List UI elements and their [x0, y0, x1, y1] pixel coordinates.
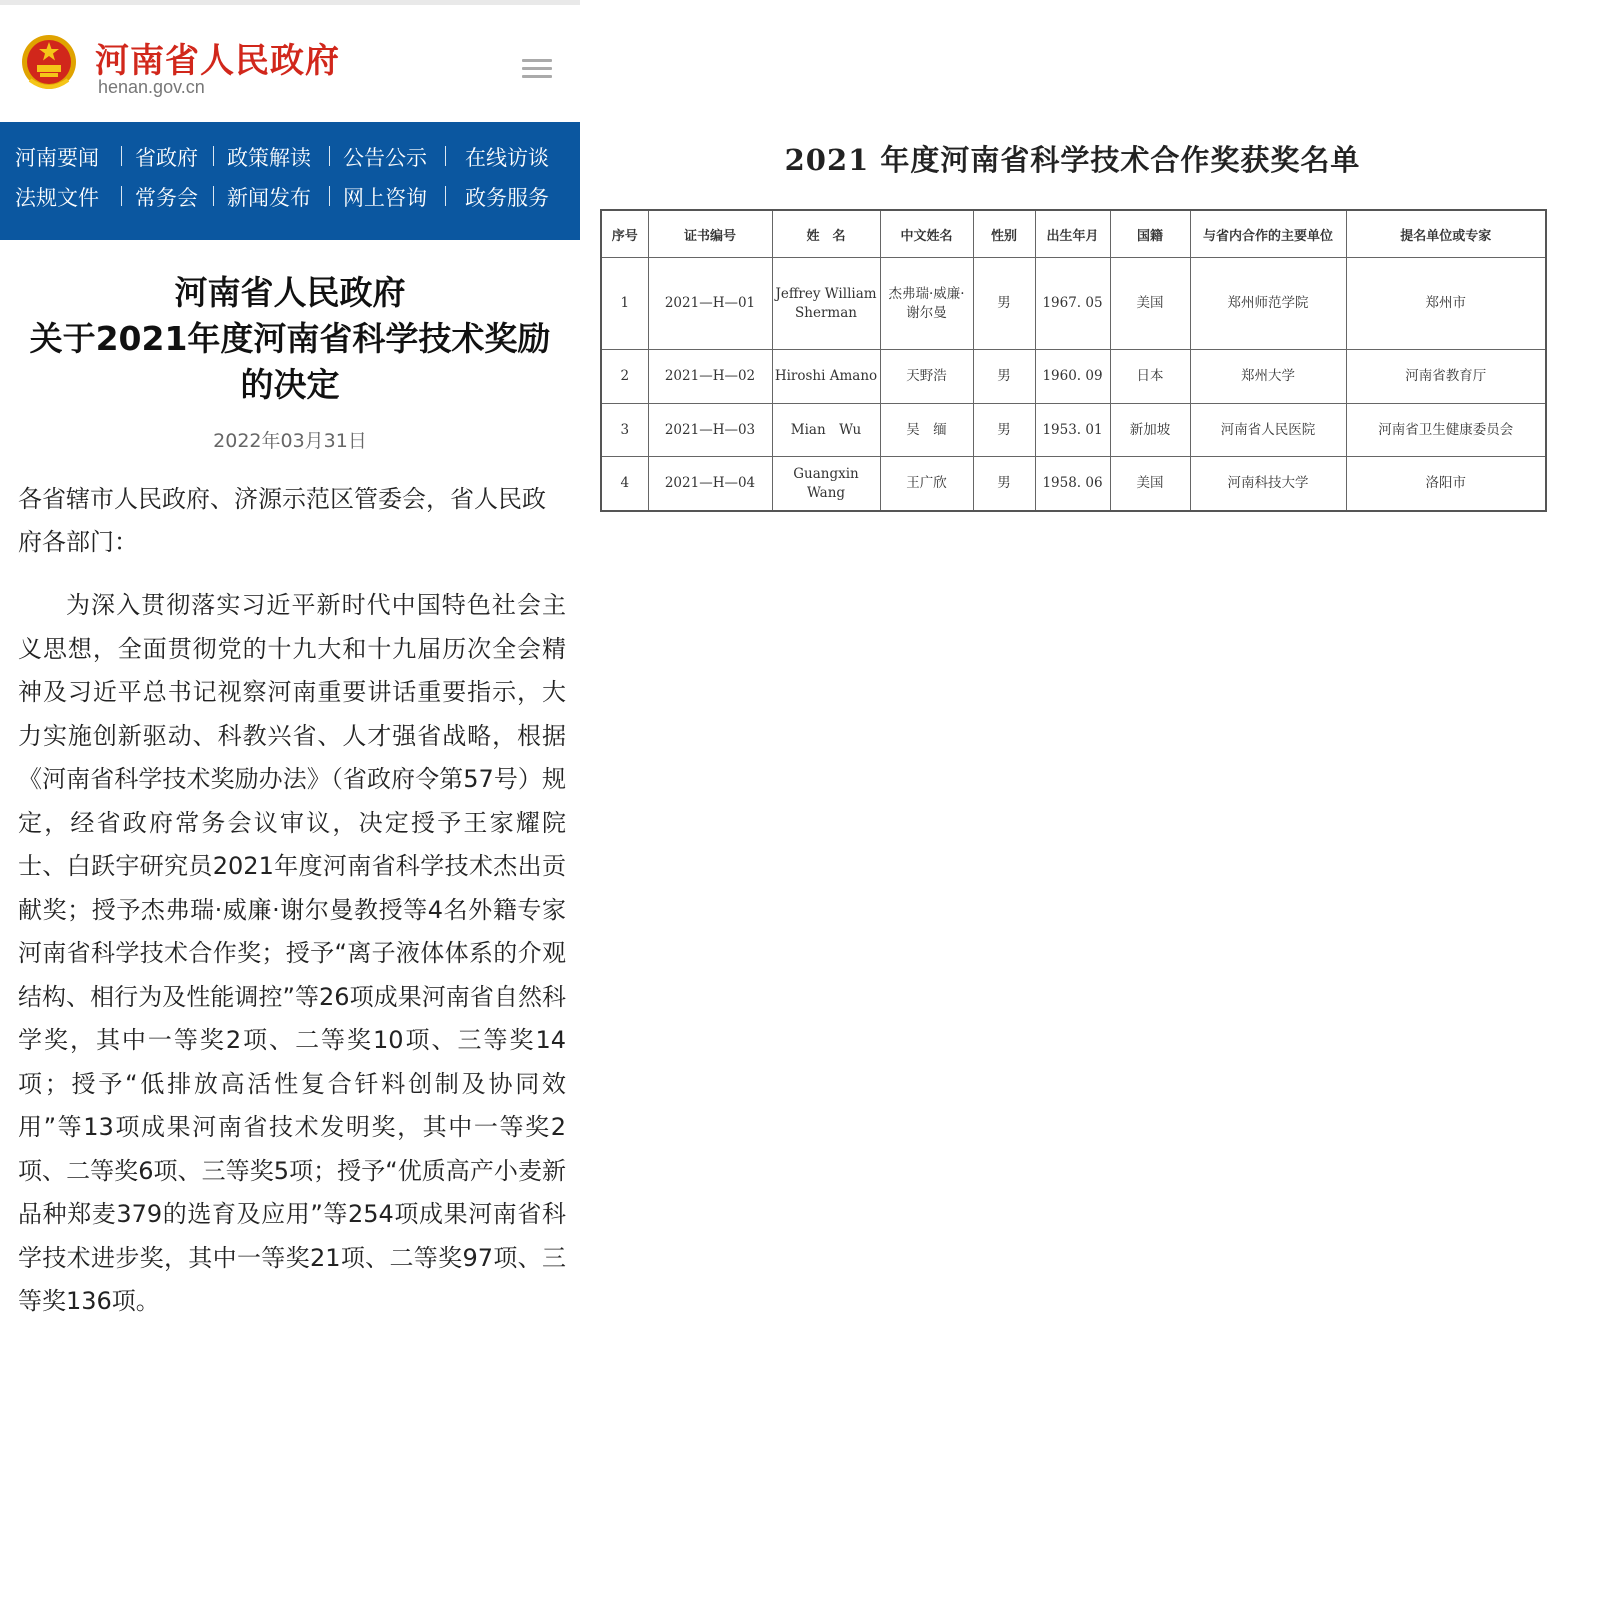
table-cell: 洛阳市: [1346, 457, 1546, 512]
table-cell: 吴 缅: [880, 404, 973, 457]
nav-item-online-interview[interactable]: 在线访谈: [465, 146, 549, 170]
table-cell: 美国: [1110, 258, 1190, 350]
table-cell: 男: [973, 457, 1035, 512]
table-cell: 2021—H—04: [648, 457, 772, 512]
nav-divider: [329, 186, 330, 206]
nav-divider: [329, 146, 330, 166]
nav-item-executive-meeting[interactable]: 常务会: [135, 186, 198, 210]
table-cell: 1958. 06: [1035, 457, 1110, 512]
table-cell: 河南省卫生健康委员会: [1346, 404, 1546, 457]
table-cell: 杰弗瑞·威廉·谢尔曼: [880, 258, 973, 350]
table-cell: Mian Wu: [772, 404, 880, 457]
table-cell: 美国: [1110, 457, 1190, 512]
table-header-cell: 中文姓名: [880, 210, 973, 258]
mobile-article-page: [0, 0, 580, 1600]
table-cell: 4: [601, 457, 648, 512]
table-header-row: [601, 210, 1546, 258]
table-row: [601, 457, 1546, 512]
table-header-cell: 提名单位或专家: [1346, 210, 1546, 258]
article-title: [0, 270, 580, 408]
nav-row-2: [0, 178, 580, 218]
nav-divider: [213, 186, 214, 206]
nav-item-henan-news[interactable]: 河南要闻: [15, 146, 99, 170]
table-header-cell: 出生年月: [1035, 210, 1110, 258]
table-cell: 男: [973, 404, 1035, 457]
table-cell: 2021—H—03: [648, 404, 772, 457]
table-cell: 2021—H—02: [648, 350, 772, 404]
article-title-line-3: 的决定: [240, 365, 340, 404]
table-row: [601, 404, 1546, 457]
nav-divider: [445, 186, 446, 206]
table-cell: 河南省人民医院: [1190, 404, 1346, 457]
table-header-cell: 与省内合作的主要单位: [1190, 210, 1346, 258]
nav-divider: [445, 146, 446, 166]
site-header: [0, 5, 580, 121]
hamburger-menu-icon[interactable]: [522, 59, 552, 81]
nav-item-provincial-gov[interactable]: 省政府: [135, 146, 198, 170]
table-cell: 河南科技大学: [1190, 457, 1346, 512]
table-cell: Hiroshi Amano: [772, 350, 880, 404]
site-name[interactable]: 河南省人民政府: [95, 41, 340, 81]
table-cell: 1960. 09: [1035, 350, 1110, 404]
nav-item-policy-interpretation[interactable]: 政策解读: [227, 146, 311, 170]
nav-item-gov-services[interactable]: 政务服务: [465, 186, 549, 210]
nav-item-press-release[interactable]: 新闻发布: [227, 186, 311, 210]
national-emblem-icon[interactable]: [20, 32, 78, 94]
article-addressee: 各省辖市人民政府、济源示范区管委会，省人民政府各部门：: [18, 485, 546, 556]
table-cell: 王广欣: [880, 457, 973, 512]
table-cell: 2: [601, 350, 648, 404]
table-cell: Guangxin Wang: [772, 457, 880, 512]
table-cell: 郑州大学: [1190, 350, 1346, 404]
table-header-cell: 证书编号: [648, 210, 772, 258]
award-table-title: 2021 年度河南省科学技术合作奖获奖名单: [784, 143, 1361, 177]
table-cell: Jeffrey William Sherman: [772, 258, 880, 350]
table-cell: 3: [601, 404, 648, 457]
table-cell: 1: [601, 258, 648, 350]
table-cell: 2021—H—01: [648, 258, 772, 350]
nav-item-online-consult[interactable]: 网上咨询: [343, 186, 427, 210]
table-cell: 新加坡: [1110, 404, 1190, 457]
nav-row-1: [0, 138, 580, 178]
table-header-cell: 序号: [601, 210, 648, 258]
table-cell: 郑州市: [1346, 258, 1546, 350]
table-cell: 男: [973, 258, 1035, 350]
table-row: [601, 258, 1546, 350]
nav-divider: [121, 186, 122, 206]
table-cell: 1953. 01: [1035, 404, 1110, 457]
article-date: 2022年03月31日: [213, 430, 367, 452]
table-header-cell: 性别: [973, 210, 1035, 258]
article-title-line-1: 河南省人民政府: [174, 273, 406, 312]
nav-divider: [121, 146, 122, 166]
table-header-cell: 国籍: [1110, 210, 1190, 258]
table-cell: 天野浩: [880, 350, 973, 404]
table-cell: 河南省教育厅: [1346, 350, 1546, 404]
main-nav: [0, 122, 580, 240]
site-domain: henan.gov.cn: [98, 77, 205, 97]
award-table: [600, 209, 1547, 512]
nav-divider: [213, 146, 214, 166]
table-header-cell: 姓 名: [772, 210, 880, 258]
article-title-line-2: 关于2021年度河南省科学技术奖励: [29, 319, 551, 358]
table-cell: 郑州师范学院: [1190, 258, 1346, 350]
table-cell: 1967. 05: [1035, 258, 1110, 350]
nav-item-regulations[interactable]: 法规文件: [15, 186, 99, 210]
article-body: 为深入贯彻落实习近平新时代中国特色社会主义思想，全面贯彻党的十九大和十九届历次全会精神及习近平总书记视察河南重要讲话重要指示，大力实施创新驱动、科教兴省、人才强省战略，根据《河南省科学技术奖励办法》（省政府令第57号）规定，经省政府常务会议审议，决定授予王家耀院士、白跃宇研究员2021年度河南省科学技术杰出贡献奖；授予杰弗瑞·威廉·谢尔曼教授等4名外籍专家河南省科学技术合作奖；授予“离子液体体系的介观结构、相行为及性能调控”等26项成果河南省自然科学奖，其中一等奖2项、二等奖10项、三等奖14项；授予“低排放高活性复合钎料创制及协同效用”等13项成果河南省技术发明奖，其中一等奖2项、二等奖6项、三等奖5项；授予“优质高产小麦新品种郑麦379的选育及应用”等254项成果河南省科学技术进步奖，其中一等奖21项、二等奖97项、三等奖136项。: [18, 591, 566, 1315]
table-cell: 男: [973, 350, 1035, 404]
table-row: [601, 350, 1546, 404]
table-cell: 日本: [1110, 350, 1190, 404]
nav-item-announcements[interactable]: 公告公示: [343, 146, 427, 170]
